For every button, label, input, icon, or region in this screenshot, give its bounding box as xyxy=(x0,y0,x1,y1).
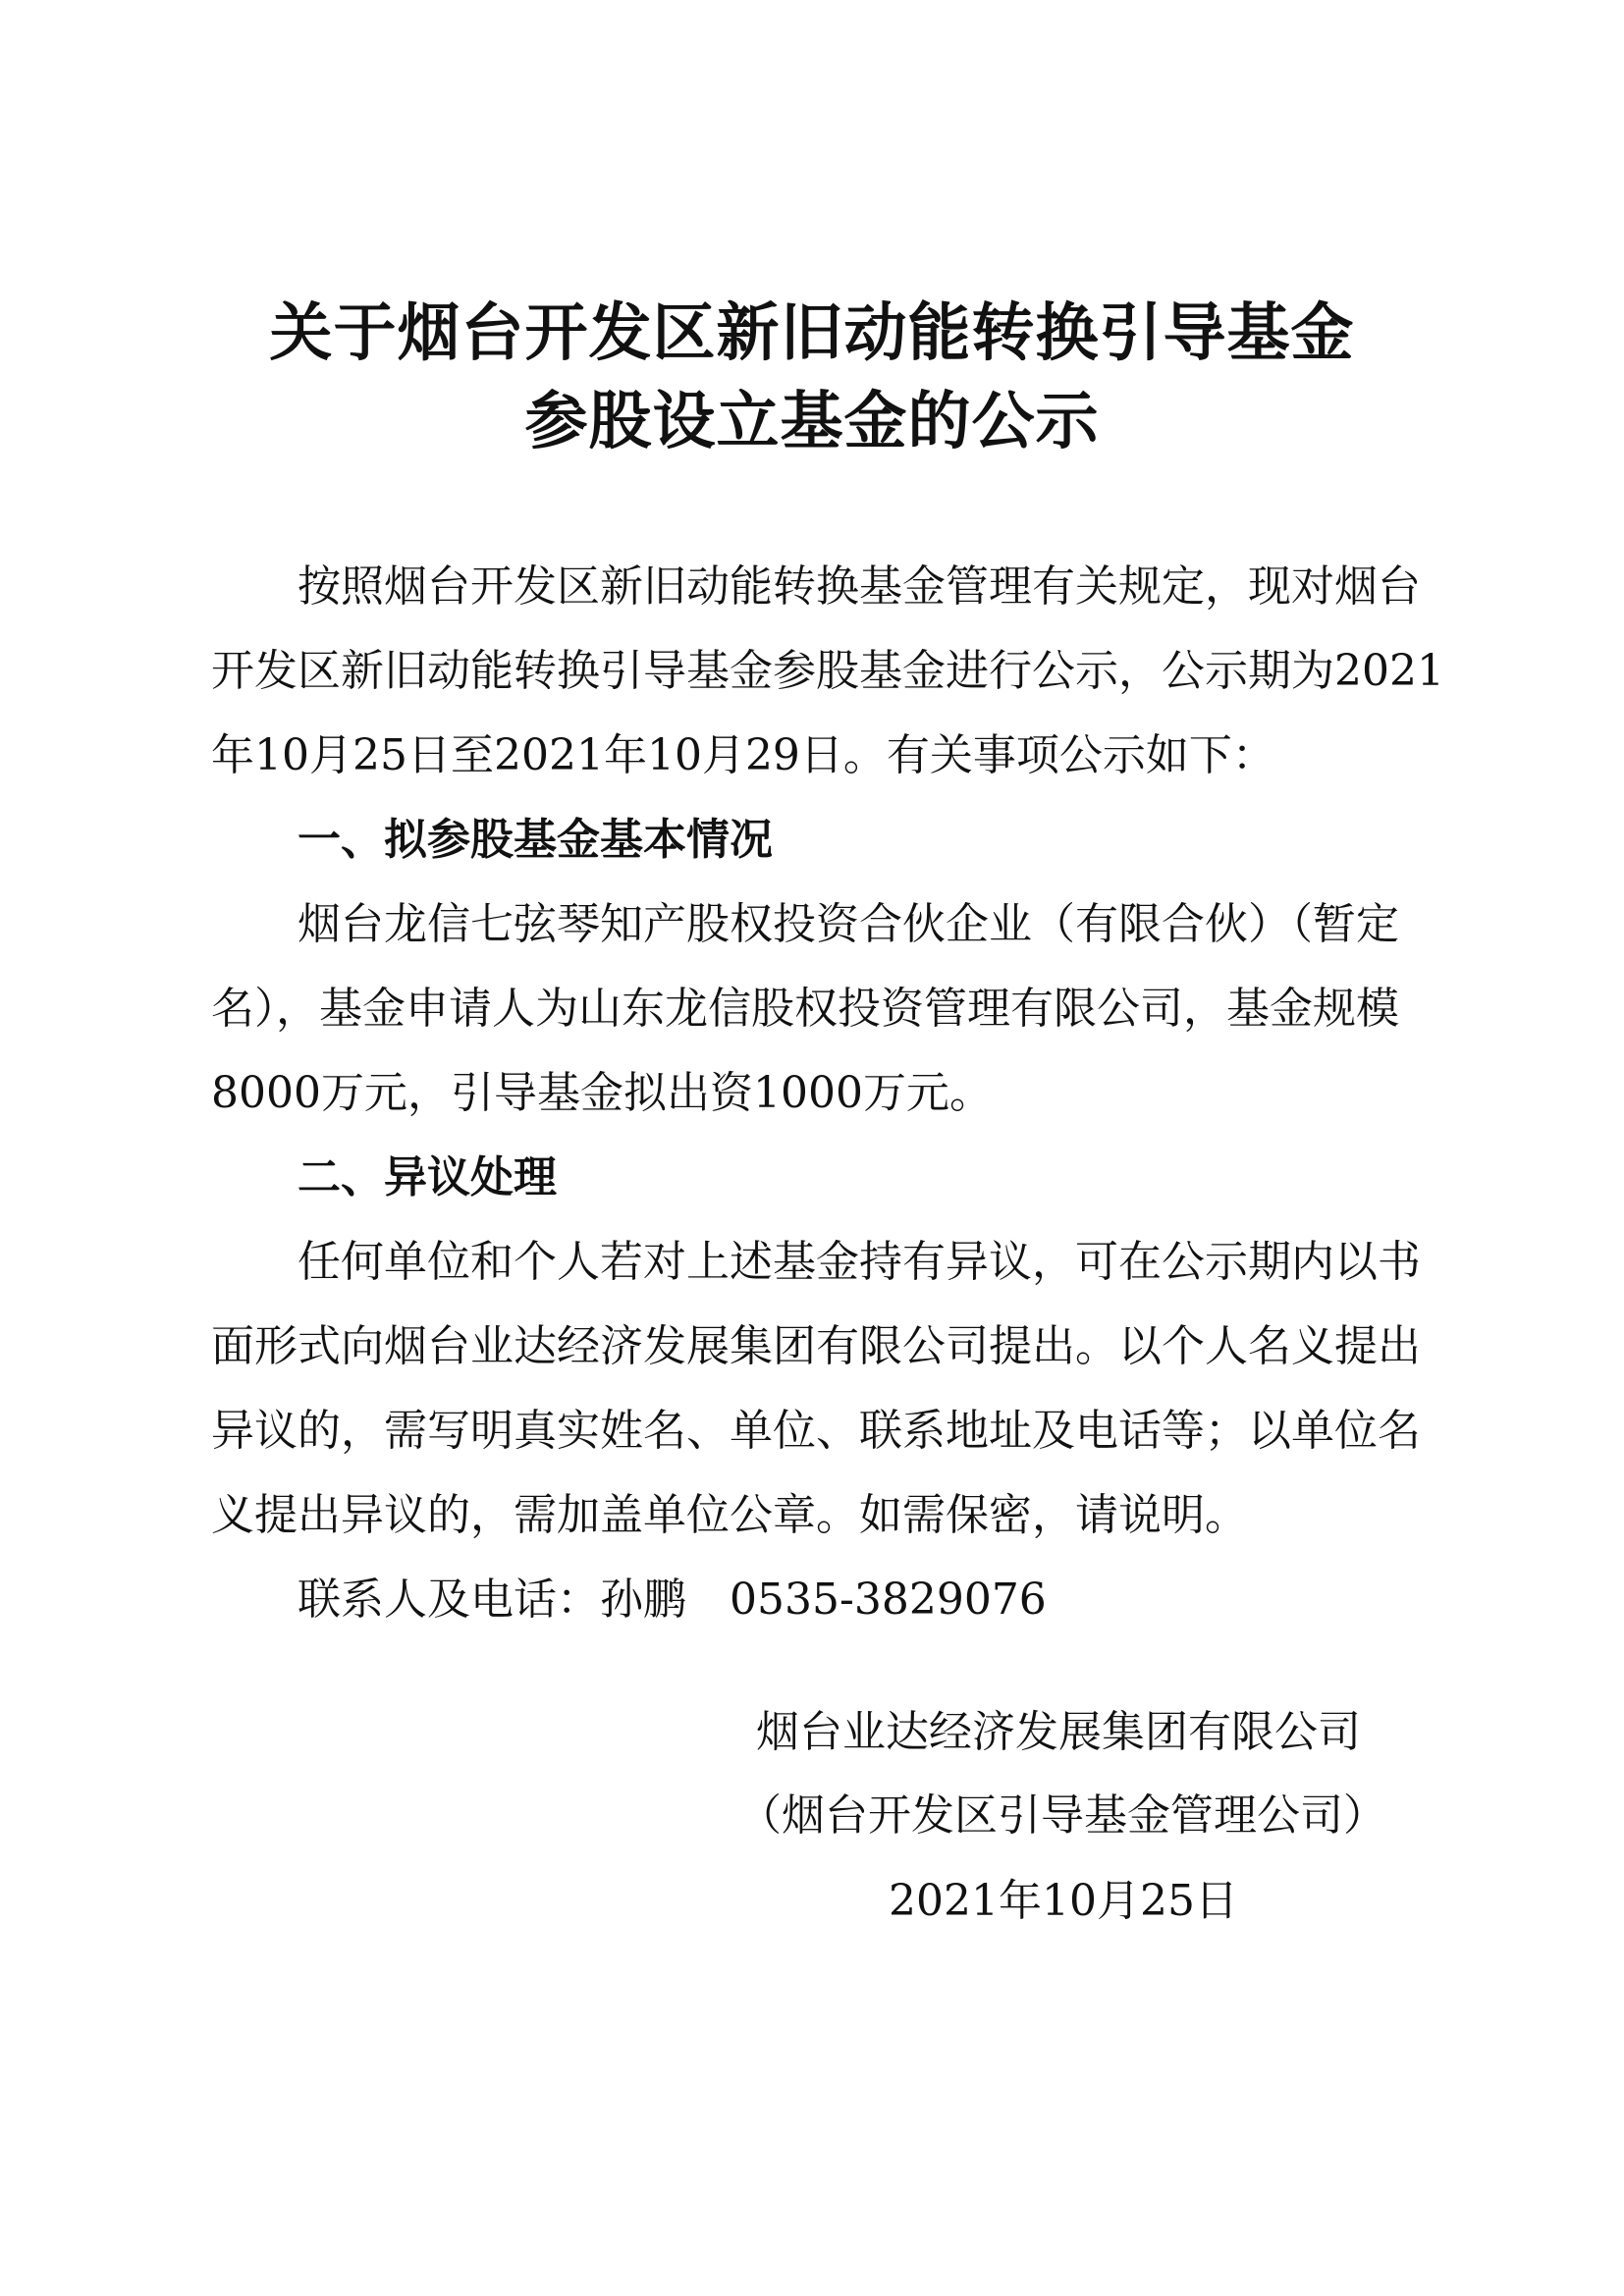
section-2-line-2: 面形式向烟台业达经济发展集团有限公司提出。以个人名义提出 xyxy=(211,1321,1421,1371)
section-1-line-3: 8000万元，引导基金拟出资1000万元。 xyxy=(211,1068,993,1118)
section-2-line-1: 任何单位和个人若对上述基金持有异议，可在公示期内以书 xyxy=(298,1237,1421,1287)
signature-date: 2021年10月25日 xyxy=(889,1876,1238,1926)
section-2-line-4: 义提出异议的，需加盖单位公章。如需保密，请说明。 xyxy=(211,1490,1248,1540)
signature-organization-alias: （烟台开发区引导基金管理公司） xyxy=(738,1790,1386,1841)
intro-line-3: 年10月25日至2021年10月29日。有关事项公示如下： xyxy=(211,730,1275,780)
signature-organization: 烟台业达经济发展集团有限公司 xyxy=(756,1707,1361,1757)
section-1-line-1: 烟台龙信七弦琴知产股权投资合伙企业（有限合伙）（暂定 xyxy=(298,899,1399,949)
section-1-line-2: 名），基金申请人为山东龙信股权投资管理有限公司，基金规模 xyxy=(211,984,1399,1034)
section-2-heading: 二、异议处理 xyxy=(298,1152,557,1202)
section-2-line-3: 异议的，需写明真实姓名、单位、联系地址及电话等；以单位名 xyxy=(211,1406,1421,1456)
section-1-heading: 一、拟参股基金基本情况 xyxy=(298,815,773,865)
document-title-line-1: 关于烟台开发区新旧动能转换引导基金 xyxy=(269,297,1355,370)
intro-line-1: 按照烟台开发区新旧动能转换基金管理有关规定，现对烟台 xyxy=(298,561,1421,612)
document-title-line-2: 参股设立基金的公示 xyxy=(524,386,1100,458)
document-body xyxy=(211,545,1444,1642)
intro-line-2: 开发区新旧动能转换引导基金参股基金进行公示，公示期为2021 xyxy=(211,646,1444,696)
contact-line: 联系人及电话：孙鹏 0535-3829076 xyxy=(298,1575,1047,1625)
